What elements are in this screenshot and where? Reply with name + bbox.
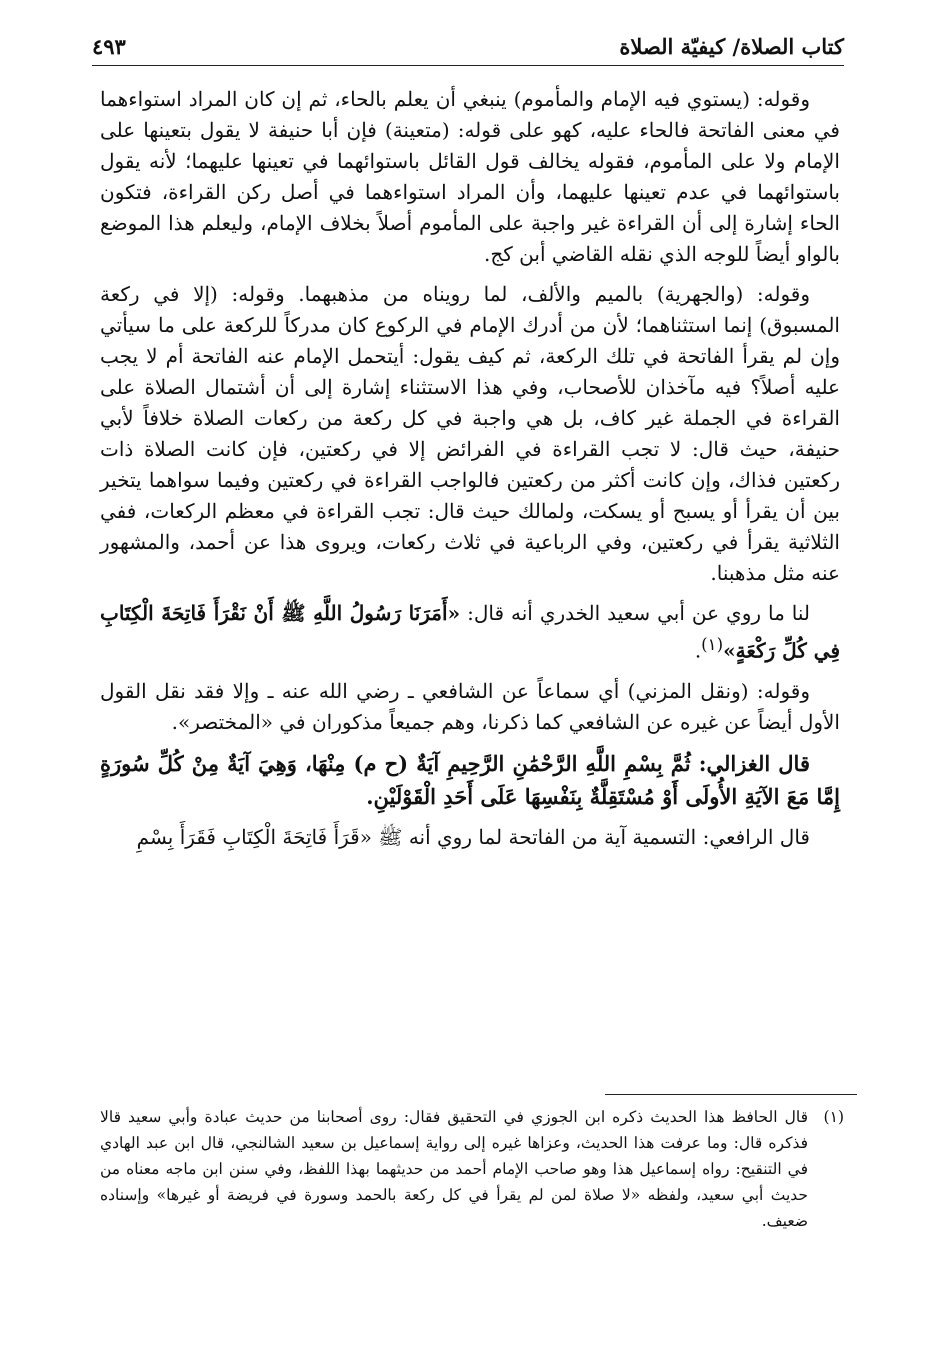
footnote-number: (١) (823, 1108, 844, 1126)
paragraph-3 (100, 598, 840, 667)
footnote-divider (605, 1094, 857, 1095)
running-header (92, 22, 844, 66)
footnote (100, 1104, 844, 1234)
paragraph-4: وقوله: (ونقل المزني) أي سماعاً عن الشافعي ـ رضي الله عنه ـ وإلا فقد نقل القول الأول أيضاً عن غيره عن الشافعي كما ذكرنا، وهم جميعاً مذكوران في «المختصر». (100, 678, 840, 734)
hadith-end: . (694, 638, 702, 663)
hadith-intro: لنا ما روي عن أبي سعيد الخدري أنه قال: (467, 601, 811, 625)
page-number: ٤٩٣ (92, 34, 126, 59)
ghazali-text: قال الغزالي: ثُمَّ بِسْمِ اللَّهِ الرَّحْمَٰنِ الرَّحِيمِ آيَةٌ (ح م) مِنْهَا، وَهِيَ آيَةٌ مِنْ كُلِّ سُورَةٍ إِمَّا مَعَ الآيَةِ الأُولَى أَوْ مُسْتَقِلَّةٌ بِنَفْسِهَا عَلَى أَحَدِ الْقَوْلَيْنِ. (100, 750, 840, 809)
hadith-quote: «أَمَرَنَا رَسُولُ اللَّهِ ﷺ أَنْ نَقْرَأَ فَاتِحَةَ الْكِتَابِ فِي كُلِّ رَكْعَةٍ» (100, 601, 840, 663)
paragraph-2: وقوله: (والجهرية) بالميم والألف، لما رويناه من مذهبهما. وقوله: (إلا في ركعة المسبوق) إنما استثناهما؛ لأن من أدرك الإمام في الركوع كان مدركاً للركعة على ما سيأتي وإن لم يقرأ الفاتحة في تلك الركعة، ثم كيف يقول: أيتحمل الإمام عنه الفاتحة أم لا يجب عليه أصلاً؟ فيه مآخذان للأصحاب، وفي هذا الاستثناء إشارة إلى أن أشتمال الصلاة على القراءة في الجملة غير كاف، بل هي واجبة في كل ركعة من ركعات الصلاة خلافاً لأبي حنيفة، حيث قال: لا تجب القراءة في الفرائض إلا في ركعتين، فإن كانت الصلاة ذات ركعتين فذاك، وإن كانت أكثر من ركعتين فالواجب القراءة في ركعتين وفيما سواهما يتخير بين أن يقرأ أو يسبح أو يسكت، ولمالك حيث قال: تجب القراءة في معظم الركعات، ففي الثلاثية يقرأ في ركعتين، وفي الرباعية في ثلاث ركعات، ويروى هذا عن أحمد، والمشهور عنه مثل مذهبنا. (100, 282, 840, 585)
footnote-text: قال الحافظ هذا الحديث ذكره ابن الجوزي في التحقيق فقال: روى أصحابنا من حديث عبادة وأبي سعيد قالا فذكره قال: وما عرفت هذا الحديث، وعزاها غيره إلى رواية إسماعيل بن سعيد الشالنجي، قال ابن عبد الهادي في التنقيح: رواه إسماعيل هذا وهو صاحب الإمام أحمد من حديثهما بهذا اللفظ، وفي سنن ابن ماجه معناه من حديث أبي سعيد، ولفظه «لا صلاة لمن لم يقرأ في كل ركعة بالحمد وسورة في فريضة أو غيرها» وإسناده ضعيف. (100, 1108, 808, 1230)
main-text (100, 84, 840, 862)
paragraph-1: وقوله: (يستوي فيه الإمام والمأموم) ينبغي أن يعلم بالحاء، ثم إن كان المراد استواءهما في معنى الفاتحة فالحاء عليه، كهو على قوله: (متعينة) فإن أبا حنيفة لا يقول بتعينها على الإمام ولا على المأموم، فقوله يخالف قول القائل باستوائهما في تعينها عليهما؛ لأنه يقول باستوائهما في عدم تعينها عليهما، وأن المراد استواءهما في أصل ركن القراءة، فتكون الحاء إشارة إلى أن القراءة غير واجبة على المأموم أصلاً بخلاف الإمام، وليعلم هذا الموضع بالواو أيضاً للوجه الذي نقله القاضي أبن كج. (100, 87, 840, 266)
rafii-text: قال الرافعي: التسمية آية من الفاتحة لما روي أنه ﷺ «قَرَأَ فَاتِحَةَ الْكِتَابِ فَقَرَأَ بِسْمِ (136, 824, 810, 849)
header-title: كتاب الصلاة/ كيفيّة الصلاة (619, 34, 844, 59)
footnote-ref: (١) (701, 635, 724, 654)
